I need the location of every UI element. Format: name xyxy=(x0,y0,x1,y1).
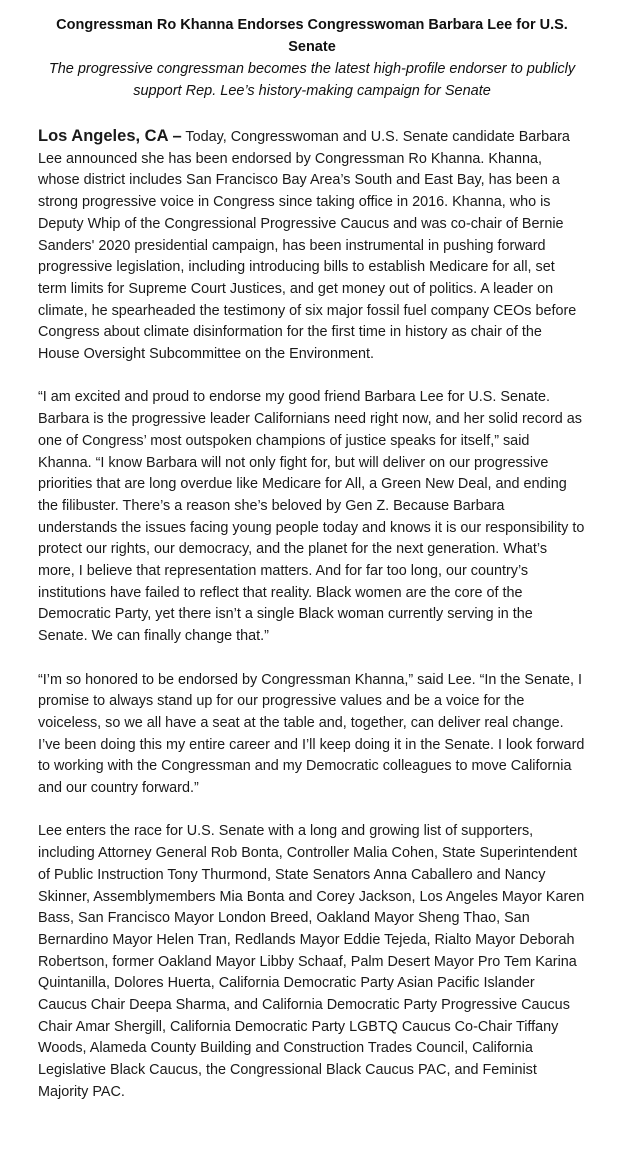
dateline: Los Angeles, CA – xyxy=(38,127,182,145)
body-paragraph-4: Lee enters the race for U.S. Senate with a long and growing list of supporters, including Attorney General Rob Bonta, Controller Malia Cohen, State Superintendent of Public Instruction Tony Thurmond, State Senators Anna Caballero and Nancy Skinner, Assemblymembers Mia Bonta and Corey Jackson, Los Angeles Mayor Karen Bass, San Francisco Mayor London Breed, Oakland Mayor Sheng Thao, San Bernardino Mayor Helen Tran, Redlands Mayor Eddie Tejeda, Rialto Mayor Deborah Robertson, former Oakland Mayor Libby Schaaf, Palm Desert Mayor Pro Tem Karina Quintanilla, Dolores Huerta, California Democratic Party Asian Pacific Islander Caucus Chair Deepa Sharma, and California Democratic Party Progressive Caucus Chair Amar Shergill, California Democratic Party LGBTQ Caucus Co-Chair Tiffany Woods, Alameda County Building and Construction Trades Council, California Legislative Black Caucus, the Congressional Black Caucus PAC, and Feminist Majority PAC. xyxy=(38,823,585,1100)
body-paragraph-1 xyxy=(38,126,586,366)
press-release-body xyxy=(38,126,586,1104)
press-release-headline: Congressman Ro Khanna Endorses Congresswoman Barbara Lee for U.S. Senate xyxy=(56,17,568,55)
body-paragraph-2: “I am excited and proud to endorse my good friend Barbara Lee for U.S. Senate. Barbara is the progressive leader Californians need right now, and her solid record as one of Congress’ most outspoken champions of justice speaks for itself,” said Khanna. “I know Barbara will not only fight for, but will deliver on our progressive priorities that are long overdue like Medicare for All, a Green New Deal, and ending the filibuster. There’s a reason she’s beloved by Gen Z. Because Barbara understands the issues facing young people today and knows it is our responsibility to protect our rights, our democracy, and the planet for the next generation. What’s more, I believe that representation matters. And for far too long, our country’s institutions have failed to reflect that reality. Black women are the core of the Democratic Party, yet there isn’t a single Black woman currently serving in the Senate. We can finally change that.” xyxy=(38,389,585,645)
paragraph-1-text: Today, Congresswoman and U.S. Senate candidate Barbara Lee announced she has been endorsed by Congressman Ro Khanna. Khanna, whose district includes San Francisco Bay Area’s South and East Bay, has been a strong progressive voice in Congress since taking office in 2016. Khanna, who is Deputy Whip of the Congressional Progressive Caucus and was co-chair of Bernie Sanders' 2020 presidential campaign, has been instrumental in pushing forward progressive legislation, including introducing bills to establish Medicare for all, set term limits for Supreme Court Justices, and get money out of politics. A leader on climate, he spearheaded the testimony of six major fossil fuel company CEOs before Congress about climate disinformation for the first time in history as chair of the House Oversight Subcommittee on the Environment. xyxy=(38,129,577,363)
press-release-subheadline: The progressive congressman becomes the latest high-profile endorser to publicly support Rep. Lee’s history-making campaign for Senate xyxy=(48,61,576,99)
body-paragraph-3: “I’m so honored to be endorsed by Congressman Khanna,” said Lee. “In the Senate, I promise to always stand up for our progressive values and be a voice for the voiceless, so we all have a seat at the table and, together, can deliver real change. I’ve been doing this my entire career and I’ll keep doing it in the Senate. I look forward to working with the Congressman and my Democratic colleagues to move California and our country forward.” xyxy=(38,671,585,797)
